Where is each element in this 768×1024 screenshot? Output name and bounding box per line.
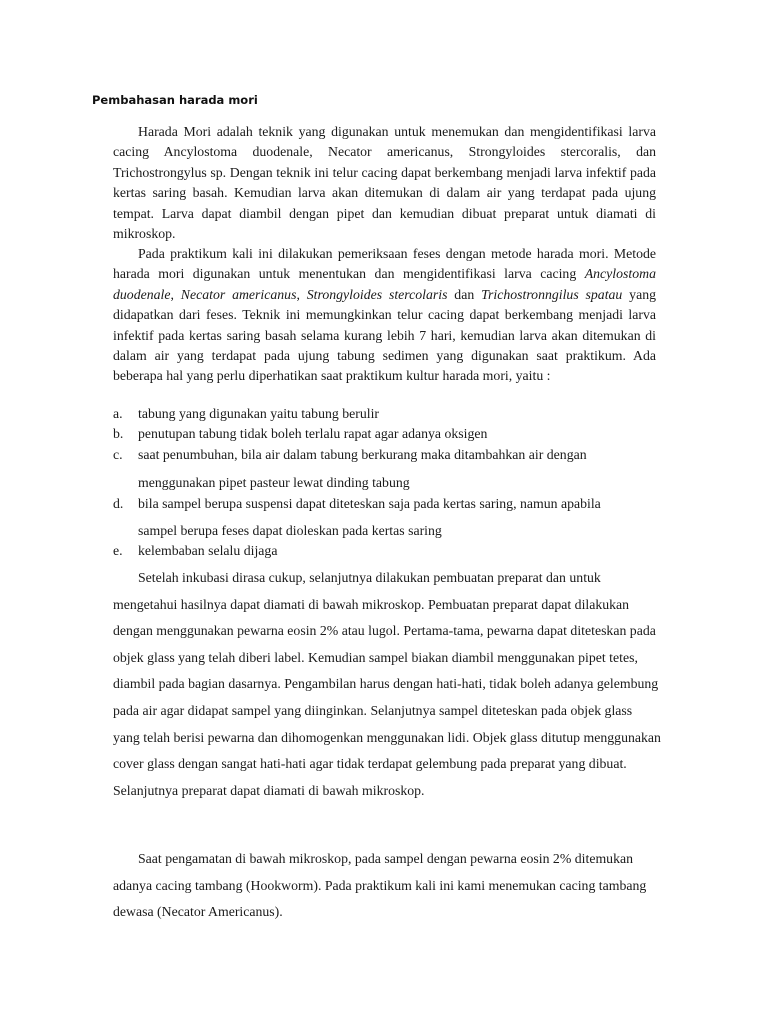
paragraph-method bbox=[113, 244, 656, 387]
list-item-text: saat penumbuhan, bila air dalam tabung berkurang maka ditambahkan air dengan bbox=[138, 446, 587, 462]
section-heading: Pembahasan harada mori bbox=[92, 93, 258, 107]
list-item-text: kelembaban selalu dijaga bbox=[138, 542, 278, 558]
paragraph-intro bbox=[113, 122, 656, 244]
list-marker: d. bbox=[113, 495, 124, 511]
list-marker: c. bbox=[113, 446, 123, 462]
species-necator: Necator americanus bbox=[180, 286, 297, 302]
species-ancylostoma: Ancylostoma duodenale bbox=[113, 266, 656, 302]
paragraph-preparation: Setelah inkubasi dirasa cukup, selanjutnya dilakukan pembuatan preparat dan untuk mengetahui hasilnya dapat diamati di bawah mikroskop. Pembuatan preparat dapat dilakukan dengan menggunakan pewarna eosin 2% atau lugol. Pertama-tama, pewarna dapat diteteskan pada objek glass yang telah diberi label. Kemudian sampel biakan diambil menggunakan pipet tetes, diambil pada bagian dasarnya. Pengambilan harus dengan hati-hati, tidak boleh adanya gelembung pada air agar didapat sampel yang diinginkan. Selanjutnya sampel diteteskan pada objek glass yang telah berisi pewarna dan dihomogenkan menggunakan lidi. Objek glass ditutup menggunakan cover glass dengan sangat hati-hati agar tidak terdapat gelembung pada preparat yang dibuat. Selanjutnya preparat dapat diamati di bawah mikroskop. bbox=[113, 570, 661, 798]
paragraph-method-text bbox=[113, 244, 656, 387]
notes-list bbox=[113, 404, 656, 561]
species-strongyloides: Strongyloides stercolaris bbox=[306, 286, 448, 302]
list-item bbox=[113, 442, 656, 495]
paragraph-observation: Saat pengamatan di bawah mikroskop, pada sampel dengan pewarna eosin 2% ditemukan adanya cacing tambang (Hookworm). Pada praktikum kali ini kami menemukan cacing tambang dewasa (Necator Americanus). bbox=[113, 851, 647, 919]
comma-1: , bbox=[170, 286, 181, 302]
list-item-text-continued: menggunakan pipet pasteur lewat dinding tabung bbox=[138, 474, 410, 490]
list-item-text: tabung yang digunakan yaitu tabung berulir bbox=[138, 406, 380, 421]
paragraph-intro-text: Harada Mori adalah teknik yang digunakan untuk menemukan dan mengidentifikasi larva cacing Ancylostoma duodenale, Necator americanus, Strongyloides stercoralis, dan Trichostrongylus sp. Dengan teknik ini telur cacing dapat berkembang menjadi larva infektif pada kertas saring basah. Kemudian larva akan ditemukan di dalam air yang terdapat pada ujung tempat. Larva dapat diambil dengan pipet dan kemudian dibuat preparat untuk diamati di mikroskop. bbox=[113, 124, 656, 242]
list-marker: b. bbox=[113, 426, 124, 442]
list-item bbox=[113, 491, 656, 543]
method-text-1: Pada praktikum kali ini dilakukan pemeriksaan feses dengan metode harada mori. Metode harada mori digunakan untuk menentukan dan mengidentifikasi larva cacing bbox=[113, 246, 656, 282]
method-text-2: dan bbox=[447, 286, 482, 302]
list-item-text: bila sampel berupa suspensi dapat diteteskan saja pada kertas saring, namun apabila bbox=[138, 495, 601, 511]
list-item bbox=[113, 404, 656, 424]
comma-2: , bbox=[296, 286, 307, 302]
list-item bbox=[113, 541, 656, 561]
method-text-3: yang didapatkan dari feses. Teknik ini memungkinkan telur cacing dapat berkembang menjadi larva infektif pada kertas saring basah selama kurang lebih 7 hari, kemudian larva akan ditemukan di dalam air yang terdapat pada ujung tabung sedimen yang digunakan saat praktikum. Ada beberapa hal yang perlu diperhatikan saat praktikum kultur harada mori, yaitu : bbox=[113, 286, 657, 384]
species-trichostrongylus: Trichostronngilus spatau bbox=[481, 286, 623, 302]
list-item-text: penutupan tabung tidak boleh terlalu rapat agar adanya oksigen bbox=[138, 426, 488, 442]
list-marker: a. bbox=[113, 406, 123, 421]
list-item-text-continued: sampel berupa feses dapat dioleskan pada kertas saring bbox=[138, 522, 442, 538]
list-marker: e. bbox=[113, 542, 123, 558]
